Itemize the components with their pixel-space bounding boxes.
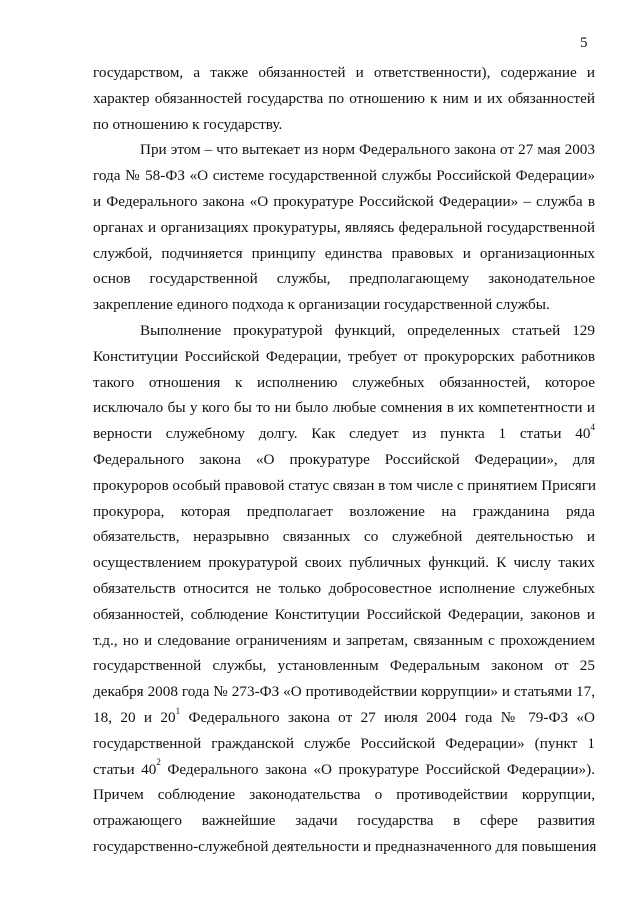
- text-line: [93, 628, 595, 654]
- line-text: службой, подчиняется принципу единства правовых и организационных: [93, 244, 595, 262]
- text-line: [93, 679, 595, 705]
- text-line: [93, 834, 595, 860]
- text-line: [93, 112, 595, 138]
- text-line: [93, 86, 595, 112]
- line-text: такого отношения к исполнению служебных обязанностей, которое: [93, 373, 595, 391]
- text-line: [93, 499, 595, 525]
- line-text: Федерального закона «О прокуратуре Российской Федерации»).: [160, 760, 596, 778]
- line-text: органах и организациях прокуратуры, являясь федеральной государственной: [93, 218, 595, 236]
- text-line: [93, 395, 595, 421]
- line-text: отражающего важнейшие задачи государства в сфере развития: [93, 812, 595, 830]
- line-text: по отношению к государству.: [93, 115, 283, 133]
- line-text: т.д., но и следование ограничениям и запретам, связанным с прохождением: [93, 631, 595, 649]
- line-text: государственно-служебной деятельности и предназначенного для повышения: [93, 837, 597, 855]
- line-text: декабря 2008 года № 273-ФЗ «О противодействии коррупции» и статьями 17,: [93, 683, 595, 701]
- text-line: [93, 653, 595, 679]
- text-line: [93, 782, 595, 808]
- text-line: [93, 344, 595, 370]
- text-line: [93, 757, 595, 783]
- line-text: и Федерального закона «О прокуратуре Российской Федерации» – служба в: [93, 192, 595, 210]
- text-line: [93, 473, 595, 499]
- line-text: года № 58-ФЗ «О системе государственной службы Российской Федерации»: [93, 167, 595, 185]
- line-text: Выполнение прокуратурой функций, определенных статьей 129: [140, 321, 595, 339]
- text-line: [93, 266, 595, 292]
- text-line: [93, 292, 595, 318]
- line-text-prefix: статьи 40: [93, 760, 157, 778]
- text-line: [93, 576, 595, 602]
- text-line: [93, 550, 595, 576]
- document-body: [93, 60, 595, 860]
- text-line: [93, 447, 595, 473]
- line-text: обязательств, неразрывно связанных со служебной деятельностью и: [93, 528, 595, 546]
- superscript: 1: [175, 705, 181, 716]
- text-line: [93, 60, 595, 86]
- line-text: основ государственной службы, предполагающему законодательное: [93, 270, 595, 288]
- line-text: обязательств относится не только добросовестное исполнение служебных: [93, 579, 595, 597]
- text-line: [93, 602, 595, 628]
- line-text: исключало бы у кого бы то ни было любые сомнения в их компетентности и: [93, 399, 595, 417]
- line-text: Причем соблюдение законодательства о противодействии коррупции,: [93, 786, 595, 804]
- page-number: 5: [580, 35, 588, 51]
- line-text: прокуроров особый правовой статус связан в том числе с принятием Присяги: [93, 476, 597, 494]
- text-line: [93, 808, 595, 834]
- line-text: государством, а также обязанностей и ответственности), содержание и: [93, 64, 595, 81]
- line-text: государственной гражданской службе Российской Федерации» (пункт 1: [93, 734, 595, 752]
- line-text: обязанностей, соблюдение Конституции Российской Федерации, законов и: [93, 605, 595, 623]
- line-text: закрепление единого подхода к организации государственной службы.: [93, 296, 550, 314]
- superscript: 2: [156, 757, 161, 768]
- line-text: характер обязанностей государства по отношению к ним и их обязанностей: [93, 89, 595, 107]
- text-line: [93, 731, 595, 757]
- text-line: [93, 189, 595, 215]
- line-text: прокурора, которая предполагает возложение на гражданина ряда: [93, 502, 595, 520]
- text-line: [93, 705, 595, 731]
- line-text: верности служебному долгу. Как следует из пункта 1 статьи 40: [93, 425, 591, 443]
- line-text: государственной службы, установленным Федеральным законом от 25: [93, 657, 595, 675]
- text-line: [93, 215, 595, 241]
- text-line: [93, 137, 595, 163]
- line-text: Федерального закона «О прокуратуре Российской Федерации», для: [93, 450, 595, 468]
- text-line: [93, 524, 595, 550]
- text-line: [93, 163, 595, 189]
- text-line: [93, 318, 595, 344]
- text-line: [93, 370, 595, 396]
- text-line: [93, 241, 595, 267]
- line-text: Федерального закона от 27 июля 2004 года № 79-ФЗ «О: [180, 708, 595, 726]
- text-line: [93, 421, 595, 447]
- superscript: 4: [590, 422, 595, 433]
- line-text-prefix: 18, 20 и 20: [93, 708, 176, 726]
- line-text: осуществлением прокуратурой своих публичных функций. К числу таких: [93, 554, 595, 572]
- line-text: Конституции Российской Федерации, требует от прокурорских работников: [93, 347, 595, 365]
- line-text: При этом – что вытекает из норм Федерального закона от 27 мая 2003: [140, 141, 595, 159]
